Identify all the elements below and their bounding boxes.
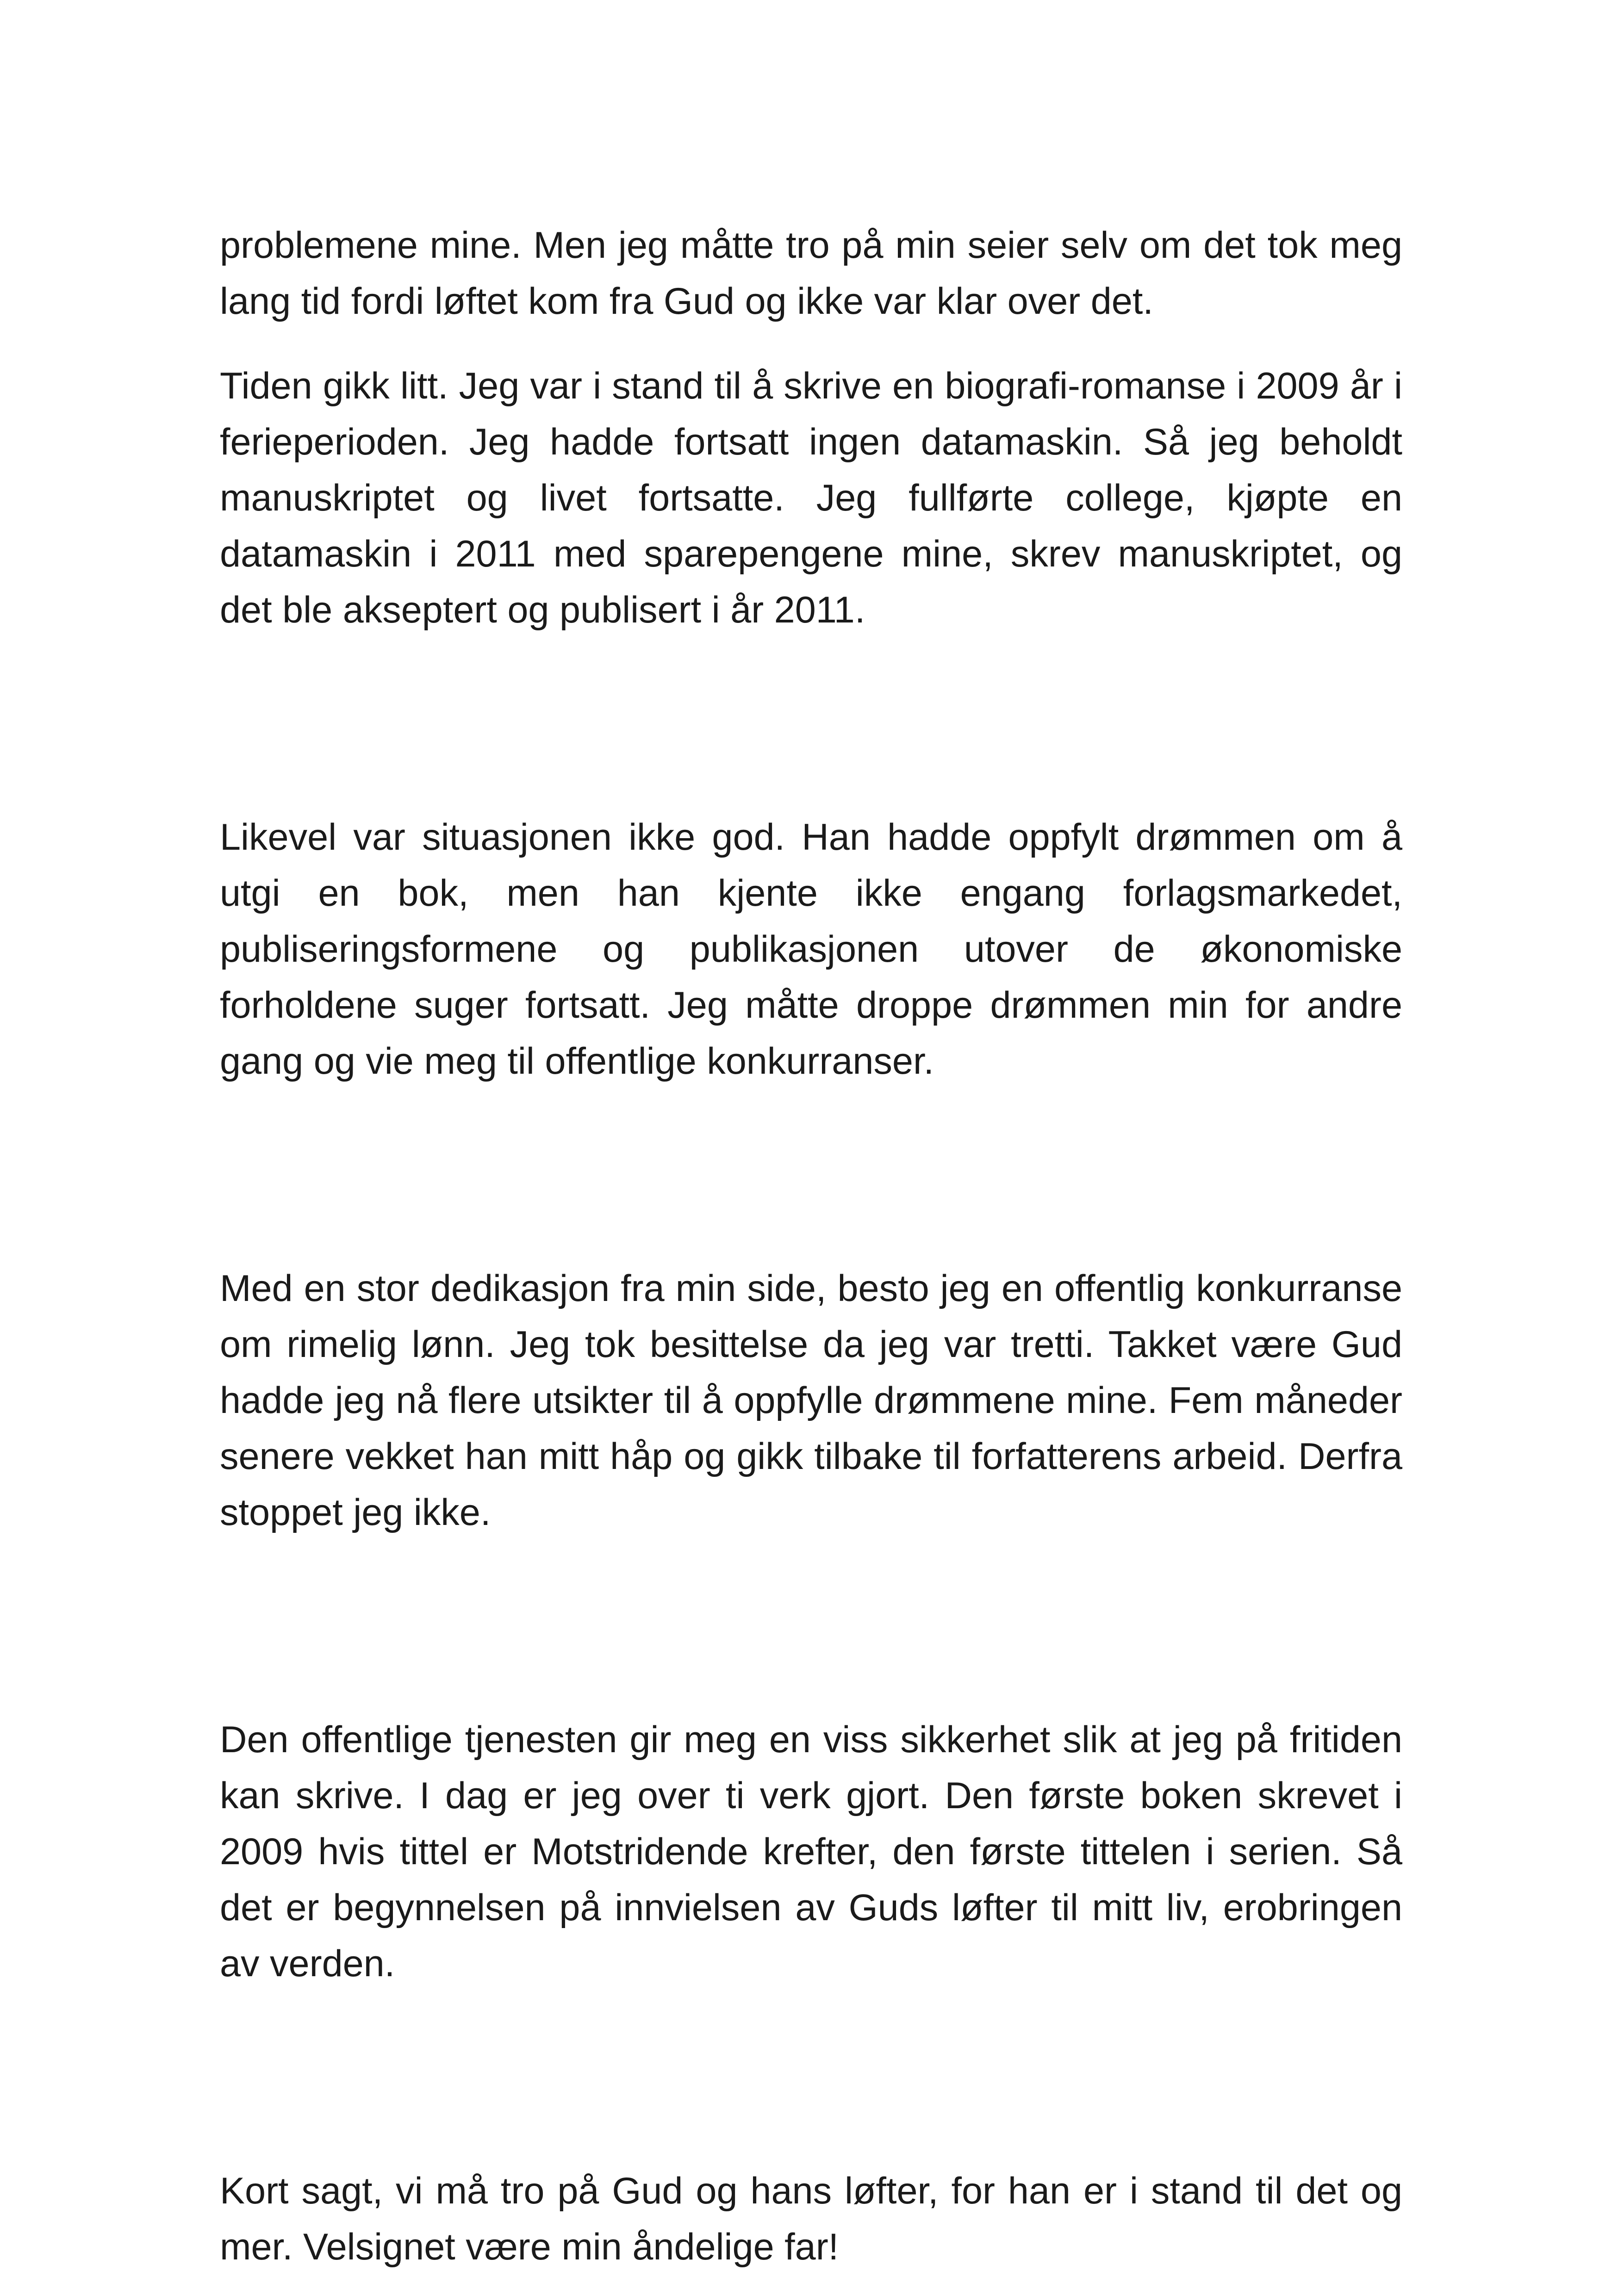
paragraph-spacer (220, 1541, 1402, 1712)
paragraph-2: Tiden gikk litt. Jeg var i stand til å skrive en biografi-romanse i 2009 år i ferieperioden. Jeg hadde fortsatt ingen datamaskin. Så jeg beholdt manuskriptet og livet fortsatte. Jeg fullførte college, kjøpte en datamaskin i 2011 med sparepengene mine, skrev manuskriptet, og det ble akseptert og publisert i år 2011. (220, 365, 1402, 631)
paragraph-5: Den offentlige tjenesten gir meg en viss sikkerhet slik at jeg på fritiden kan skrive. I dag er jeg over ti verk gjort. Den første boken skrevet i 2009 hvis tittel er Motstridende krefter, den første tittelen i serien. Så det er begynnelsen på innvielsen av Guds løfter til mitt liv, erobringen av verden. (220, 1719, 1402, 1985)
paragraph-spacer (220, 1992, 1402, 2163)
document-body (220, 218, 1402, 2275)
paragraph-1: problemene mine. Men jeg måtte tro på min seier selv om det tok meg lang tid fordi løftet kom fra Gud og ikke var klar over det. (220, 224, 1402, 322)
paragraph-3: Likevel var situasjonen ikke god. Han hadde oppfylt drømmen om å utgi en bok, men han kjente ikke engang forlagsmarkedet, publiseringsformene og publikasjonen utover de økonomiske forholdene suger fortsatt. Jeg måtte droppe drømmen min for andre gang og vie meg til offentlige konkurranser. (220, 816, 1402, 1082)
paragraph-spacer (220, 638, 1402, 809)
paragraph-spacer (220, 1089, 1402, 1261)
paragraph-4: Med en stor dedikasjon fra min side, besto jeg en offentlig konkurranse om rimelig lønn. Jeg tok besittelse da jeg var tretti. Takket være Gud hadde jeg nå flere utsikter til å oppfylle drømmene mine. Fem måneder senere vekket han mitt håp og gikk tilbake til forfatterens arbeid. Derfra stoppet jeg ikke. (220, 1268, 1402, 1533)
paragraph-6: Kort sagt, vi må tro på Gud og hans løfter, for han er i stand til det og mer. Velsignet være min åndelige far! (220, 2170, 1402, 2268)
paragraph-spacer (220, 330, 1402, 358)
